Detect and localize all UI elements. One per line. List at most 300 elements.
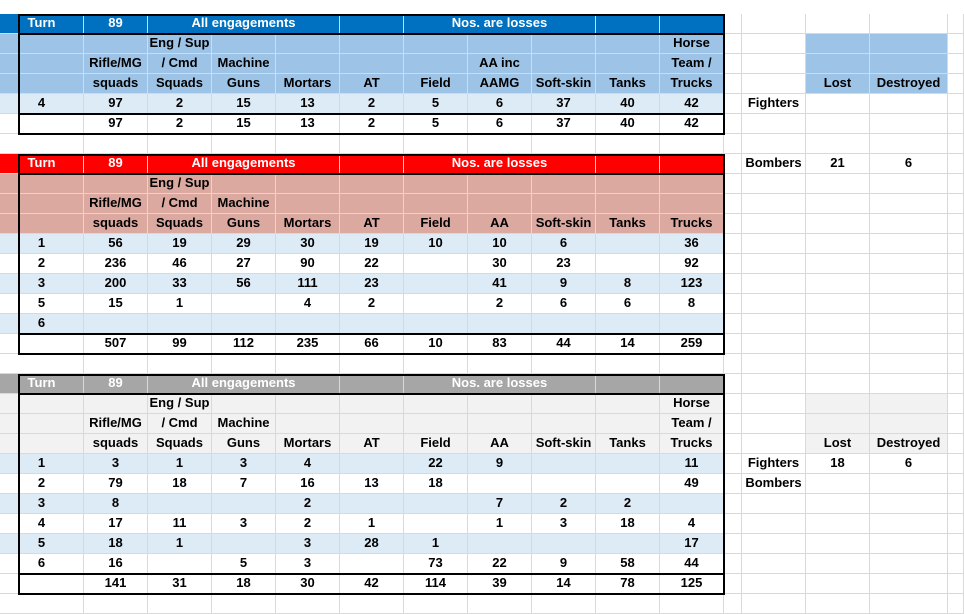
data-cell[interactable]: 3 (212, 454, 276, 474)
data-cell[interactable]: 2 (340, 94, 404, 114)
column-header[interactable] (0, 414, 84, 434)
data-cell[interactable] (468, 474, 532, 494)
data-cell[interactable]: 36 (660, 234, 724, 254)
data-cell[interactable]: 2 (148, 94, 212, 114)
total-cell[interactable]: 18 (212, 574, 276, 594)
column-header[interactable]: Soft-skin (532, 74, 596, 94)
column-header[interactable] (340, 414, 404, 434)
column-header[interactable] (532, 394, 596, 414)
data-cell[interactable]: 1 (148, 534, 212, 554)
grid-cell[interactable] (870, 594, 948, 614)
grid-cell[interactable] (724, 354, 742, 374)
grid-cell[interactable] (870, 494, 948, 514)
grid-cell[interactable] (870, 554, 948, 574)
grid-cell[interactable] (724, 294, 742, 314)
data-cell[interactable]: 18 (596, 514, 660, 534)
grid-cell[interactable] (806, 334, 870, 354)
total-cell[interactable]: 66 (340, 334, 404, 354)
column-header[interactable] (596, 34, 660, 54)
data-cell[interactable]: 19 (340, 234, 404, 254)
data-cell[interactable] (148, 314, 212, 334)
grid-cell[interactable] (212, 354, 276, 374)
total-cell[interactable]: 259 (660, 334, 724, 354)
grid-cell[interactable] (870, 354, 948, 374)
column-header[interactable]: Machine (212, 194, 276, 214)
data-cell[interactable] (212, 294, 276, 314)
row-label[interactable]: 6 (0, 314, 84, 334)
turn-label[interactable]: Turn (0, 154, 84, 174)
data-cell[interactable]: 10 (468, 234, 532, 254)
grid-cell[interactable] (724, 554, 742, 574)
grid-cell[interactable] (742, 14, 806, 34)
grid-cell[interactable] (468, 594, 532, 614)
column-header[interactable] (596, 394, 660, 414)
data-cell[interactable] (340, 454, 404, 474)
grid-cell[interactable] (596, 594, 660, 614)
aircraft-destroyed-value[interactable] (870, 94, 948, 114)
grid-cell[interactable] (806, 314, 870, 334)
title-bar-cell[interactable] (340, 154, 404, 174)
losses-note[interactable]: Nos. are losses (404, 374, 596, 394)
row-label[interactable]: 6 (0, 554, 84, 574)
column-header[interactable] (212, 174, 276, 194)
data-cell[interactable]: 56 (212, 274, 276, 294)
data-cell[interactable]: 6 (532, 234, 596, 254)
data-cell[interactable]: 3 (212, 514, 276, 534)
data-cell[interactable]: 42 (660, 94, 724, 114)
data-cell[interactable] (532, 474, 596, 494)
grid-cell[interactable] (948, 434, 964, 454)
data-cell[interactable]: 29 (212, 234, 276, 254)
data-cell[interactable]: 1 (468, 514, 532, 534)
grid-cell[interactable] (948, 94, 964, 114)
grid-cell[interactable] (724, 134, 742, 154)
data-cell[interactable]: 73 (404, 554, 468, 574)
grid-cell[interactable] (948, 534, 964, 554)
data-cell[interactable] (212, 534, 276, 554)
data-cell[interactable]: 46 (148, 254, 212, 274)
data-cell[interactable]: 9 (532, 554, 596, 574)
title-bar-cell[interactable] (660, 374, 724, 394)
column-header[interactable]: Rifle/MG (84, 414, 148, 434)
column-header[interactable]: Soft-skin (532, 214, 596, 234)
total-cell[interactable]: 114 (404, 574, 468, 594)
grid-cell[interactable] (0, 354, 84, 374)
grid-cell[interactable] (870, 574, 948, 594)
data-cell[interactable]: 236 (84, 254, 148, 274)
title-bar-cell[interactable] (660, 154, 724, 174)
data-cell[interactable] (404, 274, 468, 294)
grid-cell[interactable] (724, 574, 742, 594)
grid-cell[interactable] (724, 214, 742, 234)
grid-cell[interactable] (724, 234, 742, 254)
grid-cell[interactable] (870, 234, 948, 254)
data-cell[interactable]: 2 (468, 294, 532, 314)
data-cell[interactable]: 19 (148, 234, 212, 254)
column-header[interactable] (468, 34, 532, 54)
title-bar-cell[interactable] (596, 14, 660, 34)
grid-cell[interactable] (870, 174, 948, 194)
column-header[interactable] (340, 394, 404, 414)
column-header[interactable]: Team / (660, 414, 724, 434)
grid-cell[interactable] (948, 74, 964, 94)
column-header[interactable] (340, 174, 404, 194)
total-cell[interactable]: 39 (468, 574, 532, 594)
data-cell[interactable] (404, 514, 468, 534)
destroyed-header[interactable]: Destroyed (870, 74, 948, 94)
row-label[interactable]: 5 (0, 534, 84, 554)
column-header[interactable] (404, 34, 468, 54)
grid-cell[interactable] (660, 594, 724, 614)
data-cell[interactable] (532, 454, 596, 474)
air-header-cell[interactable] (806, 34, 870, 54)
total-cell[interactable]: 2 (340, 114, 404, 134)
grid-cell[interactable] (724, 254, 742, 274)
grid-cell[interactable] (724, 454, 742, 474)
grid-cell[interactable] (870, 314, 948, 334)
column-header[interactable]: Machine (212, 414, 276, 434)
row-label[interactable]: 2 (0, 254, 84, 274)
total-cell[interactable]: 235 (276, 334, 340, 354)
grid-cell[interactable] (948, 174, 964, 194)
grid-cell[interactable] (806, 254, 870, 274)
data-cell[interactable] (404, 254, 468, 274)
grid-cell[interactable] (806, 354, 870, 374)
data-cell[interactable]: 11 (148, 514, 212, 534)
data-cell[interactable]: 44 (660, 554, 724, 574)
engagement-scope[interactable]: All engagements (148, 14, 340, 34)
air-header-cell[interactable] (806, 54, 870, 74)
column-header[interactable] (0, 174, 84, 194)
engagement-scope[interactable]: All engagements (148, 374, 340, 394)
data-cell[interactable]: 16 (84, 554, 148, 574)
data-cell[interactable] (404, 314, 468, 334)
grid-cell[interactable] (806, 494, 870, 514)
air-header-cell[interactable] (870, 54, 948, 74)
grid-cell[interactable] (742, 234, 806, 254)
data-cell[interactable]: 22 (340, 254, 404, 274)
aircraft-type-label[interactable]: Fighters (742, 454, 806, 474)
grid-cell[interactable] (276, 354, 340, 374)
grid-cell[interactable] (806, 194, 870, 214)
title-bar-cell[interactable] (596, 374, 660, 394)
aircraft-lost-value[interactable]: 21 (806, 154, 870, 174)
total-cell[interactable]: 42 (660, 114, 724, 134)
grid-cell[interactable] (724, 194, 742, 214)
grid-cell[interactable] (948, 234, 964, 254)
grid-cell[interactable] (724, 474, 742, 494)
grid-cell[interactable] (724, 514, 742, 534)
grid-cell[interactable] (742, 394, 806, 414)
grid-cell[interactable] (742, 174, 806, 194)
grid-cell[interactable] (948, 154, 964, 174)
data-cell[interactable] (660, 314, 724, 334)
total-cell[interactable]: 2 (148, 114, 212, 134)
grid-cell[interactable] (948, 274, 964, 294)
grid-cell[interactable] (948, 294, 964, 314)
data-cell[interactable]: 3 (276, 534, 340, 554)
grid-cell[interactable] (724, 414, 742, 434)
grid-cell[interactable] (532, 354, 596, 374)
data-cell[interactable]: 7 (468, 494, 532, 514)
total-cell[interactable] (0, 574, 84, 594)
grid-cell[interactable] (742, 214, 806, 234)
data-cell[interactable] (148, 554, 212, 574)
data-cell[interactable]: 2 (340, 294, 404, 314)
data-cell[interactable]: 6 (596, 294, 660, 314)
column-header[interactable]: Guns (212, 434, 276, 454)
data-cell[interactable]: 2 (532, 494, 596, 514)
column-header[interactable] (532, 414, 596, 434)
column-header[interactable] (468, 174, 532, 194)
column-header[interactable]: squads (84, 214, 148, 234)
grid-cell[interactable] (742, 534, 806, 554)
data-cell[interactable]: 8 (596, 274, 660, 294)
data-cell[interactable]: 23 (532, 254, 596, 274)
data-cell[interactable]: 56 (84, 234, 148, 254)
data-cell[interactable]: 4 (276, 294, 340, 314)
column-header[interactable] (660, 174, 724, 194)
grid-cell[interactable] (724, 154, 742, 174)
data-cell[interactable]: 3 (84, 454, 148, 474)
grid-cell[interactable] (948, 334, 964, 354)
air-header-cell[interactable] (870, 414, 948, 434)
column-header[interactable]: AA inc (468, 54, 532, 74)
grid-cell[interactable] (742, 294, 806, 314)
column-header[interactable]: Rifle/MG (84, 194, 148, 214)
row-label[interactable]: 4 (0, 514, 84, 534)
lost-header[interactable]: Lost (806, 434, 870, 454)
column-header[interactable]: Tanks (596, 434, 660, 454)
grid-cell[interactable] (0, 594, 84, 614)
air-header-cell[interactable] (870, 34, 948, 54)
data-cell[interactable] (596, 534, 660, 554)
grid-cell[interactable] (148, 594, 212, 614)
grid-cell[interactable] (948, 214, 964, 234)
grid-cell[interactable] (870, 254, 948, 274)
data-cell[interactable] (340, 554, 404, 574)
aircraft-lost-value[interactable] (806, 474, 870, 494)
aircraft-lost-value[interactable] (806, 94, 870, 114)
column-header[interactable]: Squads (148, 74, 212, 94)
column-header[interactable] (532, 34, 596, 54)
losses-note[interactable]: Nos. are losses (404, 154, 596, 174)
grid-cell[interactable] (724, 314, 742, 334)
engagement-scope[interactable]: All engagements (148, 154, 340, 174)
data-cell[interactable]: 13 (276, 94, 340, 114)
grid-cell[interactable] (742, 314, 806, 334)
column-header[interactable] (532, 194, 596, 214)
data-cell[interactable] (532, 534, 596, 554)
column-header[interactable] (84, 34, 148, 54)
column-header[interactable] (276, 34, 340, 54)
total-cell[interactable]: 14 (532, 574, 596, 594)
destroyed-header[interactable]: Destroyed (870, 434, 948, 454)
total-cell[interactable] (0, 334, 84, 354)
column-header[interactable]: Field (404, 214, 468, 234)
aircraft-destroyed-value[interactable] (870, 474, 948, 494)
column-header[interactable]: Field (404, 74, 468, 94)
column-header[interactable]: squads (84, 74, 148, 94)
column-header[interactable] (276, 174, 340, 194)
column-header[interactable]: Machine (212, 54, 276, 74)
column-header[interactable]: / Cmd (148, 54, 212, 74)
total-cell[interactable]: 125 (660, 574, 724, 594)
grid-cell[interactable] (532, 594, 596, 614)
grid-cell[interactable] (948, 594, 964, 614)
column-header[interactable] (276, 394, 340, 414)
grid-cell[interactable] (948, 374, 964, 394)
aircraft-type-label[interactable]: Fighters (742, 94, 806, 114)
column-header[interactable]: Soft-skin (532, 434, 596, 454)
grid-cell[interactable] (870, 134, 948, 154)
total-cell[interactable]: 15 (212, 114, 276, 134)
grid-cell[interactable] (596, 354, 660, 374)
grid-cell[interactable] (806, 214, 870, 234)
column-header[interactable]: Eng / Sup (148, 34, 212, 54)
grid-cell[interactable] (870, 294, 948, 314)
grid-cell[interactable] (870, 514, 948, 534)
total-cell[interactable]: 112 (212, 334, 276, 354)
data-cell[interactable]: 49 (660, 474, 724, 494)
data-cell[interactable]: 92 (660, 254, 724, 274)
grid-cell[interactable] (742, 594, 806, 614)
data-cell[interactable] (596, 254, 660, 274)
column-header[interactable]: Tanks (596, 214, 660, 234)
grid-cell[interactable] (742, 74, 806, 94)
column-header[interactable] (0, 434, 84, 454)
grid-cell[interactable] (806, 374, 870, 394)
grid-cell[interactable] (870, 194, 948, 214)
column-header[interactable] (660, 194, 724, 214)
column-header[interactable] (0, 54, 84, 74)
column-header[interactable]: Mortars (276, 74, 340, 94)
data-cell[interactable] (532, 314, 596, 334)
column-header[interactable]: Horse (660, 34, 724, 54)
data-cell[interactable]: 97 (84, 94, 148, 114)
grid-cell[interactable] (806, 554, 870, 574)
grid-cell[interactable] (806, 514, 870, 534)
grid-cell[interactable] (742, 34, 806, 54)
grid-cell[interactable] (724, 434, 742, 454)
data-cell[interactable] (468, 314, 532, 334)
grid-cell[interactable] (148, 354, 212, 374)
grid-cell[interactable] (948, 14, 964, 34)
data-cell[interactable]: 6 (532, 294, 596, 314)
lost-header[interactable]: Lost (806, 74, 870, 94)
grid-cell[interactable] (742, 434, 806, 454)
grid-cell[interactable] (404, 594, 468, 614)
data-cell[interactable]: 5 (404, 94, 468, 114)
grid-cell[interactable] (724, 594, 742, 614)
column-header[interactable]: Squads (148, 214, 212, 234)
data-cell[interactable]: 23 (340, 274, 404, 294)
data-cell[interactable] (404, 294, 468, 314)
total-cell[interactable]: 30 (276, 574, 340, 594)
data-cell[interactable]: 18 (84, 534, 148, 554)
data-cell[interactable]: 22 (468, 554, 532, 574)
grid-cell[interactable] (948, 314, 964, 334)
column-header[interactable]: Eng / Sup (148, 174, 212, 194)
turn-number[interactable]: 89 (84, 154, 148, 174)
grid-cell[interactable] (596, 134, 660, 154)
grid-cell[interactable] (532, 134, 596, 154)
column-header[interactable]: Guns (212, 214, 276, 234)
grid-cell[interactable] (724, 114, 742, 134)
total-cell[interactable]: 10 (404, 334, 468, 354)
column-header[interactable] (84, 174, 148, 194)
grid-cell[interactable] (724, 534, 742, 554)
turn-number[interactable]: 89 (84, 374, 148, 394)
column-header[interactable] (276, 194, 340, 214)
grid-cell[interactable] (276, 594, 340, 614)
grid-cell[interactable] (724, 394, 742, 414)
row-label[interactable]: 3 (0, 274, 84, 294)
data-cell[interactable]: 90 (276, 254, 340, 274)
grid-cell[interactable] (948, 454, 964, 474)
turn-number[interactable]: 89 (84, 14, 148, 34)
grid-cell[interactable] (468, 354, 532, 374)
data-cell[interactable]: 7 (212, 474, 276, 494)
data-cell[interactable]: 2 (276, 514, 340, 534)
data-cell[interactable] (340, 494, 404, 514)
data-cell[interactable]: 17 (84, 514, 148, 534)
grid-cell[interactable] (212, 134, 276, 154)
data-cell[interactable]: 58 (596, 554, 660, 574)
grid-cell[interactable] (742, 554, 806, 574)
grid-cell[interactable] (660, 134, 724, 154)
grid-cell[interactable] (806, 294, 870, 314)
data-cell[interactable] (276, 314, 340, 334)
data-cell[interactable]: 8 (84, 494, 148, 514)
data-cell[interactable]: 28 (340, 534, 404, 554)
column-header[interactable]: Horse (660, 394, 724, 414)
column-header[interactable] (596, 54, 660, 74)
grid-cell[interactable] (870, 334, 948, 354)
column-header[interactable]: AA (468, 214, 532, 234)
grid-cell[interactable] (724, 174, 742, 194)
data-cell[interactable] (660, 494, 724, 514)
grid-cell[interactable] (806, 594, 870, 614)
column-header[interactable] (404, 394, 468, 414)
grid-cell[interactable] (212, 594, 276, 614)
column-header[interactable] (532, 54, 596, 74)
data-cell[interactable] (212, 314, 276, 334)
grid-cell[interactable] (468, 134, 532, 154)
data-cell[interactable]: 8 (660, 294, 724, 314)
data-cell[interactable]: 11 (660, 454, 724, 474)
total-cell[interactable]: 13 (276, 114, 340, 134)
grid-cell[interactable] (340, 594, 404, 614)
grid-cell[interactable] (742, 274, 806, 294)
aircraft-destroyed-value[interactable]: 6 (870, 154, 948, 174)
column-header[interactable] (212, 34, 276, 54)
grid-cell[interactable] (724, 94, 742, 114)
total-cell[interactable]: 40 (596, 114, 660, 134)
grid-cell[interactable] (84, 594, 148, 614)
data-cell[interactable]: 6 (468, 94, 532, 114)
column-header[interactable] (596, 414, 660, 434)
column-header[interactable]: / Cmd (148, 414, 212, 434)
data-cell[interactable]: 9 (532, 274, 596, 294)
total-cell[interactable]: 37 (532, 114, 596, 134)
total-cell[interactable]: 14 (596, 334, 660, 354)
data-cell[interactable] (468, 534, 532, 554)
grid-cell[interactable] (870, 114, 948, 134)
column-header[interactable] (468, 194, 532, 214)
grid-cell[interactable] (948, 414, 964, 434)
column-header[interactable]: Guns (212, 74, 276, 94)
